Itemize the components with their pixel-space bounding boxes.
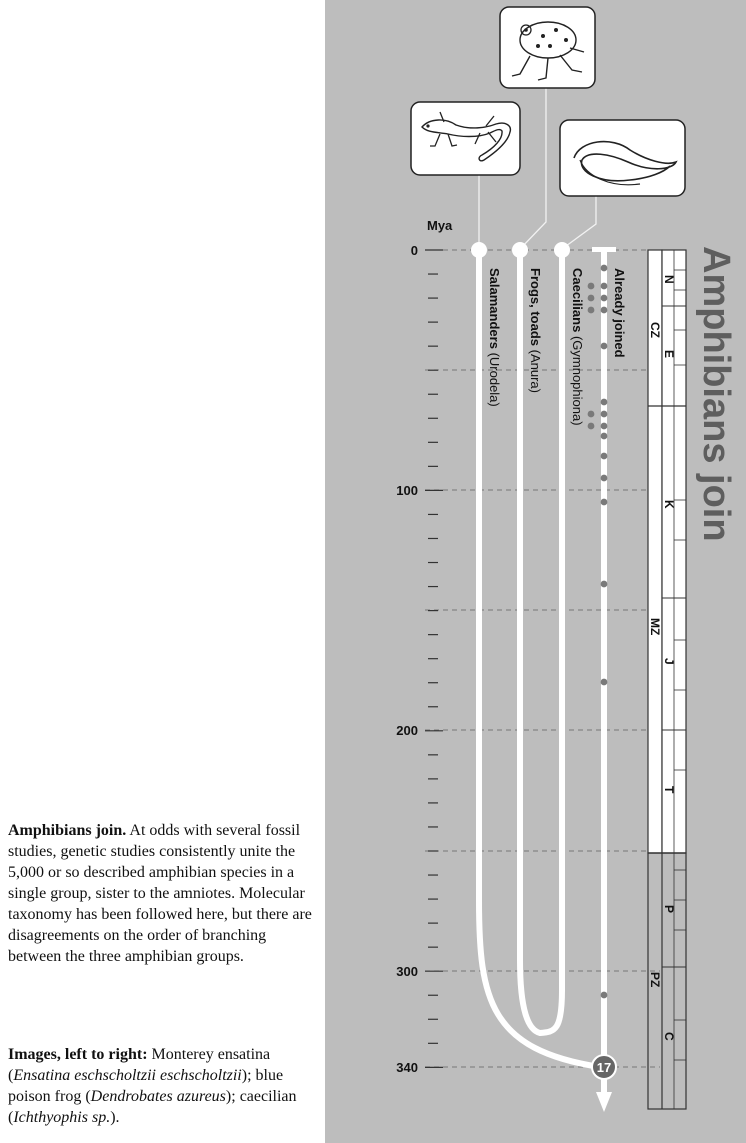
image-1-common: Monterey ensatina	[151, 1046, 271, 1063]
joining-dot	[601, 423, 608, 430]
joining-dot	[601, 399, 608, 406]
joining-dot	[588, 411, 595, 418]
joining-dot	[588, 295, 595, 302]
joining-dot	[601, 992, 608, 999]
caption-heading: Amphibians join.	[8, 822, 127, 839]
axis-label-mya: Mya	[427, 218, 453, 233]
period-label-p: P	[662, 905, 676, 914]
tick-label-300: 300	[396, 964, 418, 979]
caption-body: At odds with several fossil studies, genetic studies consistently unite the 5,000 or so described amphibian species in a single group, sister to the amniotes. Molecular taxonomy has been followed here, but there are disagreements on the order of branching between the three amphibian groups.	[8, 822, 312, 965]
diagram-title: Amphibians join	[695, 246, 737, 542]
salamander-icon	[411, 102, 520, 175]
period-label-k: K	[662, 500, 676, 509]
joining-dot	[601, 453, 608, 460]
era-label-pz: PZ	[648, 972, 662, 988]
tick-label-100: 100	[396, 483, 418, 498]
period-label-c: C	[662, 1032, 676, 1041]
caption-images: Images, left to right: Monterey ensatina (Ensatina eschscholtzii eschscholtzii); blue poison frog (Dendrobates azureus); caecilian (Ichthyophis sp.).	[8, 1046, 297, 1126]
tick-label-0: 0	[410, 243, 418, 258]
geologic-time-column	[648, 250, 686, 1109]
joining-dot	[601, 265, 608, 272]
image-2-common: blue poison frog	[8, 1067, 284, 1105]
tick-label-200: 200	[396, 723, 418, 738]
joining-dot	[588, 307, 595, 314]
image-2-latin: Dendrobates azureus	[90, 1088, 226, 1105]
period-label-e: E	[662, 350, 676, 359]
joining-dot	[601, 499, 608, 506]
period-label-n: N	[662, 275, 676, 284]
lineage-label-already-joined: Already joined	[612, 268, 627, 358]
joining-dot	[601, 307, 608, 314]
joining-dot	[601, 679, 608, 686]
image-3-common: caecilian	[239, 1088, 297, 1105]
image-3-latin: Ichthyophis sp.	[13, 1109, 111, 1126]
joining-dot	[601, 343, 608, 350]
joining-dot	[601, 283, 608, 290]
tick-label-340: 340	[396, 1060, 418, 1075]
joining-dot	[588, 423, 595, 430]
caption-main	[8, 820, 318, 967]
joining-dot	[601, 411, 608, 418]
frog-icon	[500, 7, 595, 88]
rendezvous-badge	[592, 1055, 616, 1079]
axis-ticks	[425, 250, 443, 1067]
period-label-t: T	[662, 786, 676, 794]
joining-dot	[601, 295, 608, 302]
joining-dot	[601, 433, 608, 440]
rendezvous-number: 17	[596, 1060, 612, 1075]
images-heading: Images, left to right:	[8, 1046, 148, 1063]
lineage-label-frogs: Frogs, toads (Anura)	[528, 268, 543, 393]
period-label-j: J	[662, 658, 676, 665]
era-label-cz: CZ	[648, 322, 662, 338]
lineage-label-caecilians: Caecilians (Gymnophiona)	[570, 268, 585, 426]
lineage-label-salamanders: Salamanders (Urodela)	[487, 268, 502, 407]
joining-dot	[588, 283, 595, 290]
caecilian-icon	[560, 120, 685, 196]
era-label-mz: MZ	[648, 618, 662, 636]
joining-dot	[601, 581, 608, 588]
image-1-latin: Ensatina eschscholtzii eschscholtzii	[13, 1067, 242, 1084]
joining-dot	[601, 475, 608, 482]
